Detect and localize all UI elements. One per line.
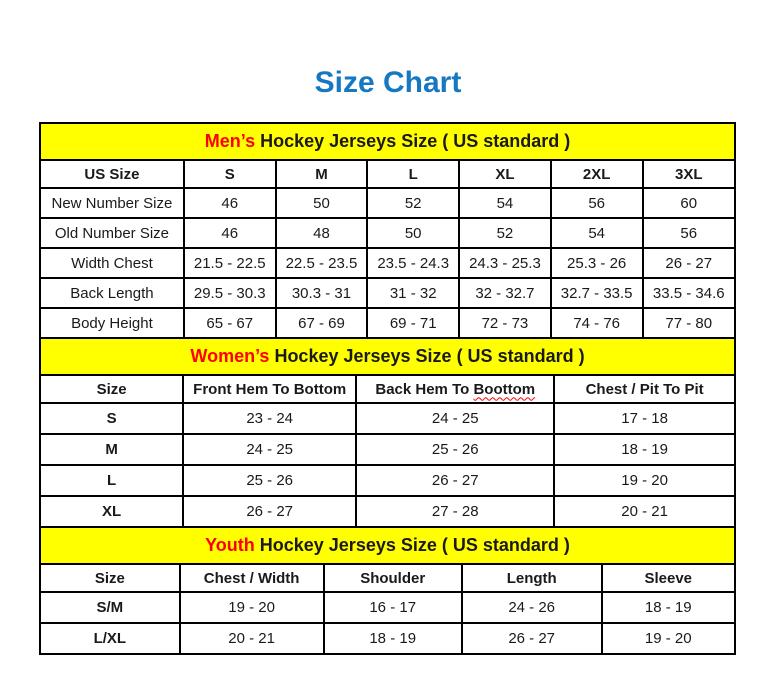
row-label-cell: Body Height bbox=[40, 308, 184, 338]
size-row bbox=[40, 496, 735, 527]
mens-size-table bbox=[39, 122, 736, 339]
size-value-cell: 32.7 - 33.5 bbox=[551, 278, 643, 308]
row-label-cell: L/XL bbox=[40, 623, 180, 654]
column-header-text: Length bbox=[506, 569, 557, 587]
size-value-cell: 16 - 17 bbox=[324, 592, 462, 623]
youth-section-title bbox=[40, 527, 735, 564]
size-value-cell: 48 bbox=[276, 218, 368, 248]
column-header bbox=[183, 375, 356, 403]
section-title-text: Hockey Jerseys Size ( US standard ) bbox=[255, 131, 571, 151]
size-value-cell: 50 bbox=[276, 188, 368, 218]
size-row bbox=[40, 592, 735, 623]
column-header-text: 3XL bbox=[675, 165, 703, 183]
size-row bbox=[40, 308, 735, 338]
section-title-text: Hockey Jerseys Size ( US standard ) bbox=[269, 346, 585, 366]
size-value-cell: 50 bbox=[367, 218, 459, 248]
misspelled-word: Boottom bbox=[473, 380, 536, 398]
column-header-text: 2XL bbox=[582, 165, 611, 183]
section-title-text: Hockey Jerseys Size ( US standard ) bbox=[254, 535, 570, 555]
size-value-cell: 24.3 - 25.3 bbox=[459, 248, 551, 278]
row-label-cell: New Number Size bbox=[40, 188, 184, 218]
column-header bbox=[551, 160, 643, 188]
size-value-cell: 21.5 - 22.5 bbox=[184, 248, 276, 278]
column-header bbox=[276, 160, 368, 188]
size-value-cell: 33.5 - 34.6 bbox=[643, 278, 735, 308]
column-header bbox=[40, 160, 184, 188]
womens-size-table bbox=[39, 337, 736, 528]
size-row bbox=[40, 278, 735, 308]
size-value-cell: 17 - 18 bbox=[554, 403, 735, 434]
size-value-cell: 27 - 28 bbox=[356, 496, 554, 527]
size-value-cell: 32 - 32.7 bbox=[459, 278, 551, 308]
size-row bbox=[40, 218, 735, 248]
size-value-cell: 19 - 20 bbox=[554, 465, 735, 496]
row-label-cell: Back Length bbox=[40, 278, 184, 308]
size-value-cell: 60 bbox=[643, 188, 735, 218]
size-value-cell: 67 - 69 bbox=[276, 308, 368, 338]
size-value-cell: 74 - 76 bbox=[551, 308, 643, 338]
size-value-cell: 18 - 19 bbox=[554, 434, 735, 465]
size-value-cell: 26 - 27 bbox=[462, 623, 602, 654]
size-value-cell: 23 - 24 bbox=[183, 403, 356, 434]
column-header bbox=[184, 160, 276, 188]
column-header bbox=[462, 564, 602, 592]
size-value-cell: 52 bbox=[367, 188, 459, 218]
size-row bbox=[40, 403, 735, 434]
womens-section-title bbox=[40, 338, 735, 375]
size-value-cell: 18 - 19 bbox=[324, 623, 462, 654]
size-value-cell: 26 - 27 bbox=[356, 465, 554, 496]
size-value-cell: 26 - 27 bbox=[643, 248, 735, 278]
row-label-cell: M bbox=[40, 434, 183, 465]
section-band-row bbox=[40, 527, 735, 564]
size-value-cell: 24 - 26 bbox=[462, 592, 602, 623]
row-label-cell: L bbox=[40, 465, 183, 496]
size-value-cell: 26 - 27 bbox=[183, 496, 356, 527]
column-header-text: Back Hem To bbox=[375, 380, 474, 398]
size-value-cell: 31 - 32 bbox=[367, 278, 459, 308]
size-value-cell: 56 bbox=[643, 218, 735, 248]
size-value-cell: 46 bbox=[184, 218, 276, 248]
column-header-text: Sleeve bbox=[644, 569, 693, 587]
size-value-cell: 54 bbox=[459, 188, 551, 218]
column-header-text: Size bbox=[94, 569, 125, 587]
section-band-row bbox=[40, 123, 735, 160]
size-value-cell: 24 - 25 bbox=[183, 434, 356, 465]
page-title: Size Chart bbox=[314, 66, 462, 99]
size-value-cell: 19 - 20 bbox=[602, 623, 735, 654]
column-header-text: S bbox=[224, 165, 235, 183]
column-header-text: Chest / Width bbox=[203, 569, 300, 587]
size-value-cell: 54 bbox=[551, 218, 643, 248]
header-row bbox=[40, 375, 735, 403]
size-row bbox=[40, 434, 735, 465]
size-value-cell: 19 - 20 bbox=[180, 592, 324, 623]
column-header-text: US Size bbox=[84, 165, 140, 183]
header-row bbox=[40, 564, 735, 592]
size-value-cell: 25 - 26 bbox=[356, 434, 554, 465]
size-value-cell: 77 - 80 bbox=[643, 308, 735, 338]
size-value-cell: 25.3 - 26 bbox=[551, 248, 643, 278]
column-header bbox=[367, 160, 459, 188]
size-row bbox=[40, 623, 735, 654]
size-tables-container bbox=[39, 122, 736, 655]
size-value-cell: 72 - 73 bbox=[459, 308, 551, 338]
youth-size-table bbox=[39, 526, 736, 655]
size-value-cell: 69 - 71 bbox=[367, 308, 459, 338]
mens-section-title bbox=[40, 123, 735, 160]
column-header bbox=[459, 160, 551, 188]
column-header-text: Chest / Pit To Pit bbox=[585, 380, 704, 398]
size-value-cell: 23.5 - 24.3 bbox=[367, 248, 459, 278]
size-value-cell: 65 - 67 bbox=[184, 308, 276, 338]
size-value-cell: 18 - 19 bbox=[602, 592, 735, 623]
column-header bbox=[356, 375, 554, 403]
section-title-accent: Youth bbox=[205, 535, 255, 555]
column-header bbox=[180, 564, 324, 592]
column-header-text: L bbox=[408, 165, 418, 183]
row-label-cell: Old Number Size bbox=[40, 218, 184, 248]
size-value-cell: 25 - 26 bbox=[183, 465, 356, 496]
row-label-cell: Width Chest bbox=[40, 248, 184, 278]
column-header-text: Front Hem To Bottom bbox=[193, 380, 347, 398]
size-value-cell: 56 bbox=[551, 188, 643, 218]
column-header bbox=[643, 160, 735, 188]
size-value-cell: 20 - 21 bbox=[180, 623, 324, 654]
size-value-cell: 24 - 25 bbox=[356, 403, 554, 434]
column-header bbox=[40, 375, 183, 403]
column-header-text: M bbox=[315, 165, 328, 183]
column-header-text: XL bbox=[495, 165, 515, 183]
row-label-cell: S/M bbox=[40, 592, 180, 623]
column-header bbox=[602, 564, 735, 592]
size-row bbox=[40, 188, 735, 218]
row-label-cell: XL bbox=[40, 496, 183, 527]
column-header bbox=[554, 375, 735, 403]
row-label-cell: S bbox=[40, 403, 183, 434]
size-value-cell: 29.5 - 30.3 bbox=[184, 278, 276, 308]
column-header-text: Shoulder bbox=[360, 569, 426, 587]
size-value-cell: 46 bbox=[184, 188, 276, 218]
size-value-cell: 20 - 21 bbox=[554, 496, 735, 527]
header-row bbox=[40, 160, 735, 188]
size-row bbox=[40, 248, 735, 278]
size-row bbox=[40, 465, 735, 496]
section-title-accent: Women’s bbox=[190, 346, 270, 366]
column-header-text: Size bbox=[96, 380, 127, 398]
section-band-row bbox=[40, 338, 735, 375]
section-title-accent: Men’s bbox=[204, 131, 256, 151]
size-value-cell: 52 bbox=[459, 218, 551, 248]
size-value-cell: 22.5 - 23.5 bbox=[276, 248, 368, 278]
column-header bbox=[324, 564, 462, 592]
column-header bbox=[40, 564, 180, 592]
size-value-cell: 30.3 - 31 bbox=[276, 278, 368, 308]
